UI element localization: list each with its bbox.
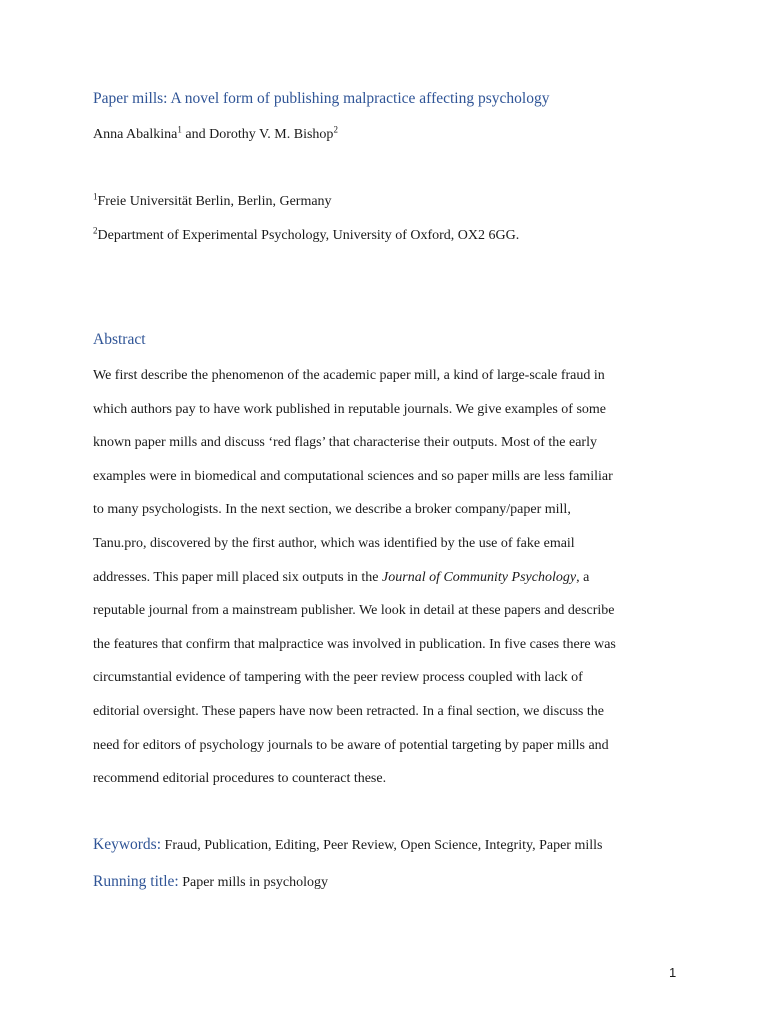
affiliation-text: Department of Experimental Psychology, University of Oxford, OX2 6GG. xyxy=(97,228,520,243)
abstract-line: which authors pay to have work published in reputable journals. We give examples of some xyxy=(93,401,606,417)
journal-name: Journal of Community Psychology xyxy=(382,569,577,585)
abstract-text: addresses. This paper mill placed six outputs in the xyxy=(93,569,383,585)
keywords-label: Keywords: xyxy=(93,836,162,853)
author-name: Anna Abalkina xyxy=(93,127,178,142)
affiliation-text: Freie Universität Berlin, Berlin, Germany xyxy=(97,194,332,209)
running-title-line xyxy=(93,873,328,891)
affiliation-marker: 1 xyxy=(93,191,98,202)
abstract-line xyxy=(93,568,683,602)
author-name: Dorothy V. M. Bishop xyxy=(209,127,334,142)
abstract-body xyxy=(93,366,683,803)
abstract-line: reputable journal from a mainstream publisher. We look in detail at these papers and describe xyxy=(93,603,615,619)
author-affiliation-marker: 1 xyxy=(177,124,182,135)
abstract-line: recommend editorial procedures to counteract these. xyxy=(93,771,387,787)
keywords-line xyxy=(93,836,602,854)
affiliation-1 xyxy=(93,191,332,210)
keywords-text: Fraud, Publication, Editing, Peer Review, Open Science, Integrity, Paper mills xyxy=(161,838,603,853)
running-title-text: Paper mills in psychology xyxy=(178,875,329,890)
abstract-line: to many psychologists. In the next section, we describe a broker company/paper mill, xyxy=(93,502,571,518)
abstract-line: need for editors of psychology journals to be aware of potential targeting by paper mills and xyxy=(93,737,609,753)
author-conjunction: and xyxy=(181,127,210,142)
abstract-line: editorial oversight. These papers have now been retracted. In a final section, we discuss the xyxy=(93,703,604,719)
abstract-text: , a xyxy=(576,569,590,585)
running-title-label: Running title: xyxy=(93,873,179,890)
abstract-line: the features that confirm that malpractice was involved in publication. In five cases there was xyxy=(93,636,616,652)
abstract-line: Tanu.pro, discovered by the first author, which was identified by the use of fake email xyxy=(93,535,575,551)
author-line xyxy=(93,124,338,143)
abstract-line: circumstantial evidence of tampering with the peer review process coupled with lack of xyxy=(93,670,583,686)
page-number: 1 xyxy=(669,965,677,980)
affiliation-marker: 2 xyxy=(93,225,98,236)
abstract-line: known paper mills and discuss ‘red flags’ that characterise their outputs. Most of the early xyxy=(93,435,597,451)
author-affiliation-marker: 2 xyxy=(333,124,338,135)
paper-title: Paper mills: A novel form of publishing malpractice affecting psychology xyxy=(93,90,550,107)
abstract-line: We first describe the phenomenon of the academic paper mill, a kind of large-scale fraud in xyxy=(93,368,605,383)
abstract-heading: Abstract xyxy=(93,331,146,348)
affiliation-2 xyxy=(93,225,520,244)
abstract-line: examples were in biomedical and computational sciences and so paper mills are less familiar xyxy=(93,468,613,484)
